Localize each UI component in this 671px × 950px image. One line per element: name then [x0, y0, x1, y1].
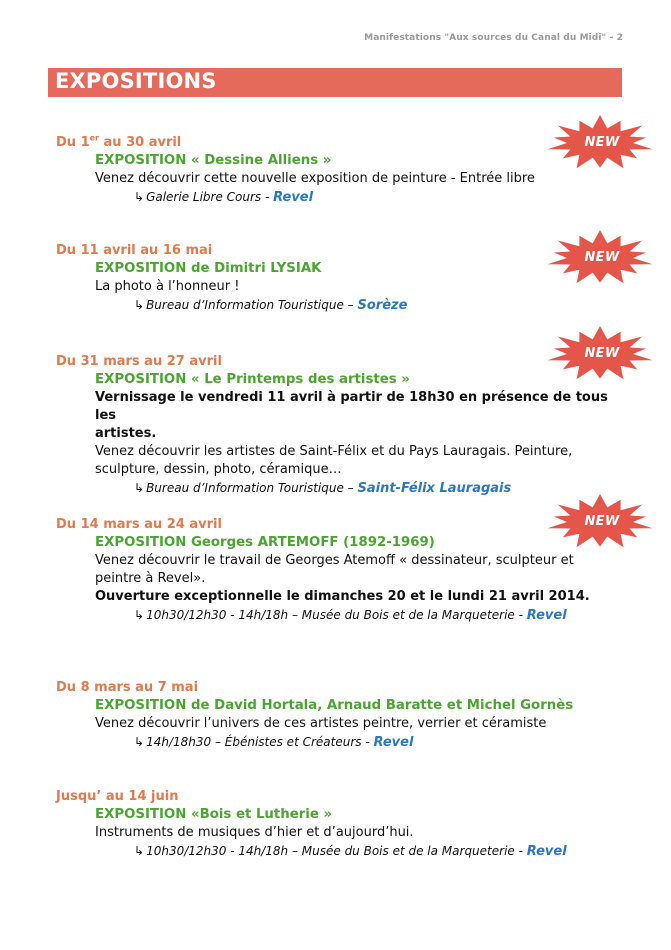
event-date: Jusqu’ au 14 juin	[56, 789, 179, 804]
event-title: EXPOSITION « Dessine Alliens »	[95, 153, 332, 168]
event-description: La photo à l’honneur !	[95, 279, 240, 294]
event-description: Venez découvrir les artistes de Saint-Félix et du Pays Lauragais. Peinture, sculpture, dessin, photo, céramique…	[95, 444, 573, 477]
event-location: ↳ Bureau d’Information Touristique – Saint-Félix Lauragais	[134, 481, 512, 496]
event-hortala-baratte-gornes	[56, 679, 616, 752]
event-city: Revel	[273, 190, 314, 205]
event-description: Venez découvrir le travail de Georges Atemoff « dessinateur, sculpteur et peintre à Revel».	[95, 553, 574, 586]
event-date: Du 1er au 30 avril	[56, 133, 182, 150]
event-city: Revel	[526, 608, 567, 623]
event-description: Venez découvrir cette nouvelle exposition de peinture - Entrée libre	[95, 171, 535, 186]
event-date: Du 31 mars au 27 avril	[56, 354, 222, 369]
event-vernissage: Vernissage le vendredi 11 avril à partir de 18h30 en présence de tous les artistes.	[95, 390, 608, 441]
event-georges-artemoff	[56, 516, 616, 625]
event-title: EXPOSITION Georges ARTEMOFF (1892-1969)	[95, 535, 435, 550]
event-printemps-des-artistes	[56, 353, 616, 498]
event-location: ↳ Galerie Libre Cours - Revel	[134, 190, 314, 205]
event-description: Instruments de musiques d’hier et d’aujourd’hui.	[95, 825, 414, 840]
event-date: Du 8 mars au 7 mai	[56, 680, 199, 695]
event-title: EXPOSITION «Bois et Lutherie »	[95, 807, 333, 822]
event-city: Revel	[526, 844, 567, 859]
event-city: Sorèze	[357, 298, 408, 313]
event-title: EXPOSITION de David Hortala, Arnaud Baratte et Michel Gornès	[95, 698, 574, 713]
arrow-icon: ↳	[134, 844, 145, 858]
event-dimitri-lysiak	[56, 242, 616, 315]
event-location: ↳ 10h30/12h30 - 14h/18h – Musée du Bois et de la Marqueterie - Revel	[134, 608, 567, 623]
event-title: EXPOSITION « Le Printemps des artistes »	[95, 372, 410, 387]
event-date: Du 14 mars au 24 avril	[56, 517, 222, 532]
event-city: Revel	[373, 735, 414, 750]
event-bois-et-lutherie	[56, 788, 616, 861]
event-special-opening: Ouverture exceptionnelle le dimanches 20 et le lundi 21 avril 2014.	[95, 589, 590, 604]
event-city: Saint-Félix Lauragais	[357, 481, 512, 496]
event-title: EXPOSITION de Dimitri LYSIAK	[95, 261, 322, 276]
event-location: ↳ 10h30/12h30 - 14h/18h – Musée du Bois et de la Marqueterie - Revel	[134, 844, 567, 859]
new-badge: NEW	[544, 229, 656, 287]
running-header: Manifestations "Aux sources du Canal du Midi" - 2	[364, 33, 623, 43]
event-location: ↳ Bureau d’Information Touristique – Sorèze	[134, 298, 408, 313]
arrow-icon: ↳	[134, 190, 145, 204]
arrow-icon: ↳	[134, 735, 145, 749]
event-description: Venez découvrir l’univers de ces artistes peintre, verrier et céramiste	[95, 716, 547, 731]
event-location: ↳ 14h/18h30 – Ébénistes et Créateurs - Revel	[134, 735, 414, 750]
new-badge: NEW	[544, 493, 656, 551]
section-title-bar	[48, 68, 622, 97]
event-dessine-alliens	[56, 134, 616, 207]
arrow-icon: ↳	[134, 298, 145, 312]
section-title: EXPOSITIONS	[55, 69, 217, 93]
arrow-icon: ↳	[134, 608, 145, 622]
arrow-icon: ↳	[134, 481, 145, 495]
event-date: Du 11 avril au 16 mai	[56, 243, 213, 258]
new-badge: NEW	[544, 325, 656, 383]
new-badge: NEW	[544, 114, 656, 172]
